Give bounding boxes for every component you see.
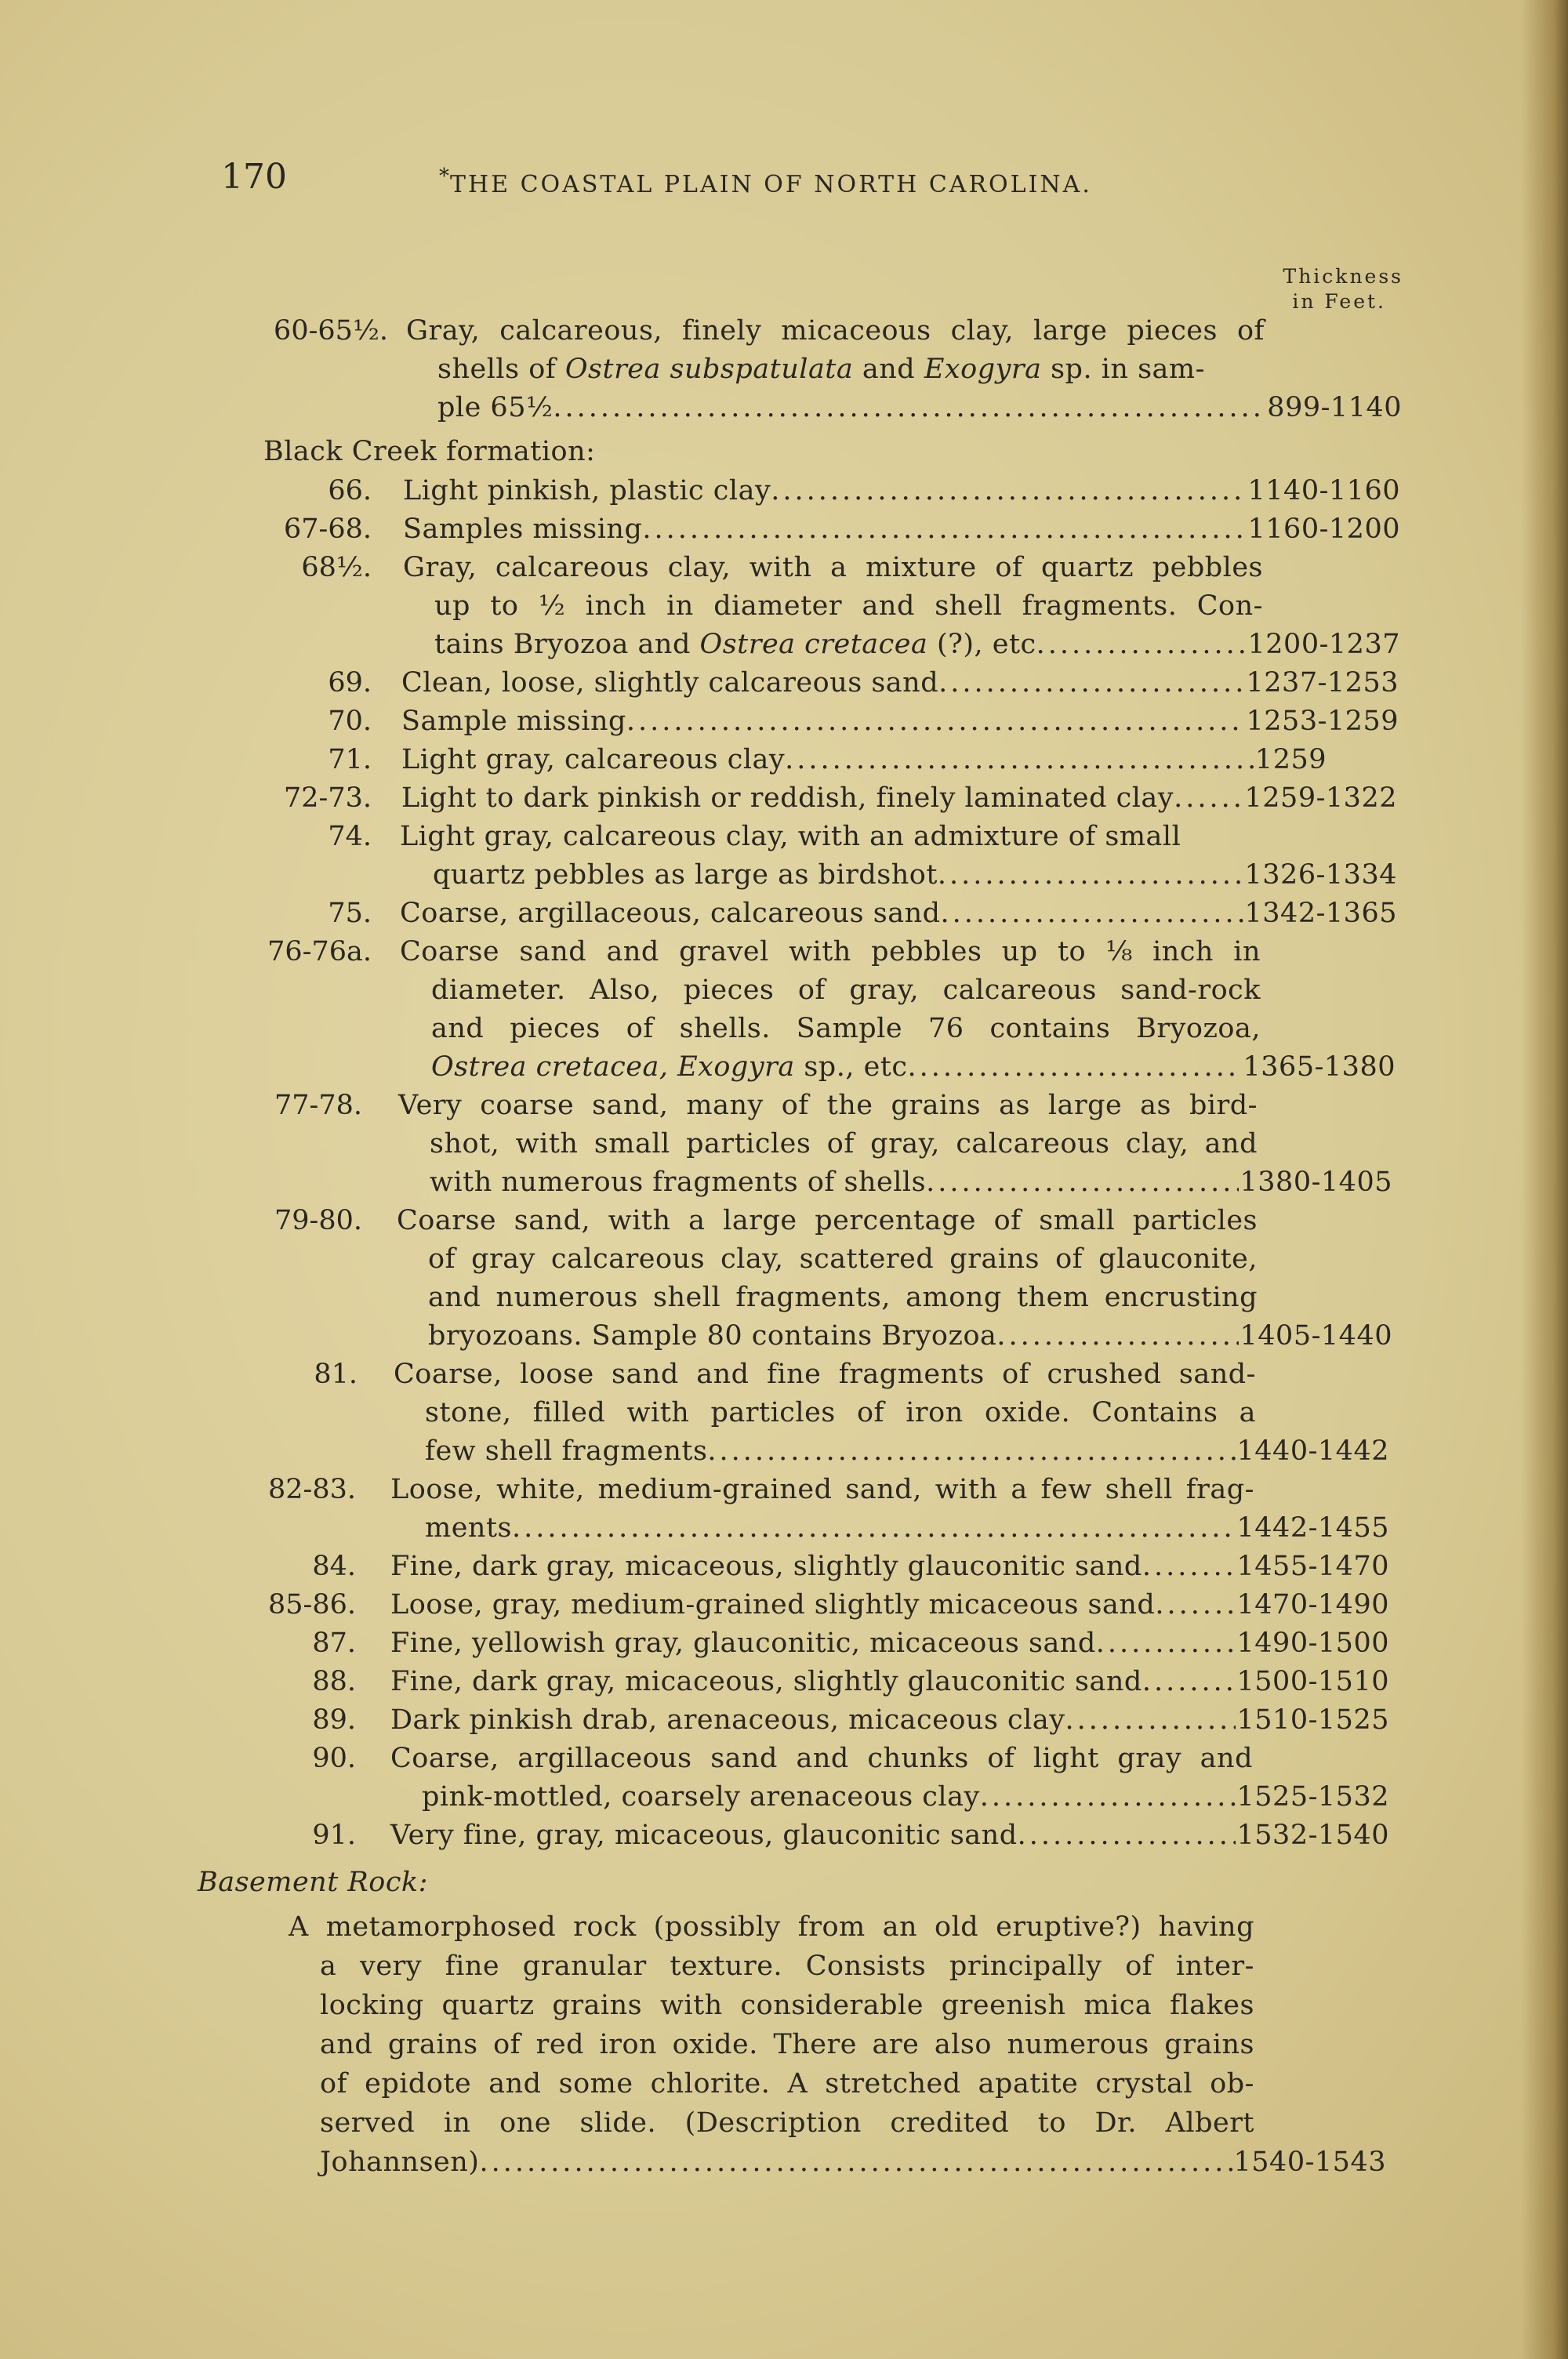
entry-text: Coarse sand and gravel with pebbles up to ⅛ inch in <box>400 936 1261 967</box>
entry-number: 91. <box>312 1820 356 1851</box>
entry-number: 77-78. <box>274 1090 362 1121</box>
entry-number: 84. <box>312 1551 356 1582</box>
entry-number: 68½. <box>301 552 372 583</box>
entry-leader-line: Fine, dark gray, micaceous, slightly glauconitic sand ..... 1455-1470 <box>390 1551 1389 1582</box>
entry-text: diameter. Also, pieces of gray, calcareous sand-rock <box>431 974 1261 1006</box>
entry-leader-line: Samples missing ..... 1160-1200 <box>403 514 1400 545</box>
entry-number: 60-65½. <box>274 315 388 347</box>
entry-text: Light gray, calcareous clay, with an admixture of small <box>400 821 1181 852</box>
basement-text: A metamorphosed rock (possibly from an old eruptive?) having <box>289 1911 1254 1943</box>
entry-leader-line: quartz pebbles as large as birdshot ..... 1326-1334 <box>433 859 1397 891</box>
basement-text: and grains of red iron oxide. There are also numerous grains <box>320 2029 1254 2060</box>
page-edge-shadow <box>1521 0 1568 2359</box>
entry-number: 69. <box>328 667 372 699</box>
entry-text: shot, with small particles of gray, calcareous clay, and <box>430 1128 1258 1160</box>
entry-leader-line: few shell fragments ..... 1440-1442 <box>425 1435 1389 1467</box>
entry-text: and numerous shell fragments, among them encrusting <box>428 1282 1258 1313</box>
column-header-line1: Thickness <box>1283 265 1403 288</box>
thickness-value: 1510-1525 <box>1236 1704 1389 1736</box>
entry-leader-line: with numerous fragments of shells ..... 1380-1405 <box>430 1167 1392 1198</box>
entry-number: 70. <box>328 706 372 737</box>
thickness-value: 1440-1442 <box>1236 1435 1389 1467</box>
thickness-value: 1365-1380 <box>1243 1051 1396 1083</box>
basement-text: locking quartz grains with considerable greenish mica flakes <box>320 1990 1254 2021</box>
entry-text: Coarse, argillaceous sand and chunks of light gray and <box>390 1743 1253 1774</box>
entry-text: stone, filled with particles of iron oxide. Contains a <box>425 1397 1256 1428</box>
entry-number: 72-73. <box>283 782 372 814</box>
thickness-value: 1405-1440 <box>1240 1320 1392 1352</box>
ornament-mark: * <box>439 165 449 188</box>
entry-text: of gray calcareous clay, scattered grains of glauconite, <box>428 1243 1258 1275</box>
entry-number: 75. <box>328 898 372 929</box>
entry-text: Very coarse sand, many of the grains as large as bird- <box>398 1090 1258 1121</box>
basement-text: a very fine granular texture. Consists principally of inter- <box>320 1951 1254 1982</box>
section-heading: Black Creek formation: <box>263 436 596 467</box>
entry-number: 82-83. <box>267 1474 356 1505</box>
thickness-value: 899-1140 <box>1267 392 1402 423</box>
entry-leader-line: Sample missing ..... 1253-1259 <box>401 706 1399 737</box>
page-number: 170 <box>221 157 287 197</box>
basement-text: served in one slide. (Description credited to Dr. Albert <box>320 2107 1254 2139</box>
thickness-value: 1490-1500 <box>1236 1628 1389 1659</box>
basement-text: of epidote and some chlorite. A stretched apatite crystal ob- <box>320 2068 1254 2100</box>
entry-leader-line: Light pinkish, plastic clay ..... 1140-1160 <box>403 475 1400 506</box>
thickness-value: 1259-1322 <box>1244 782 1397 814</box>
entry-text: up to ½ inch in diameter and shell fragments. Con- <box>434 590 1263 622</box>
entry-number: 66. <box>328 475 372 506</box>
thickness-value: 1455-1470 <box>1236 1551 1389 1582</box>
thickness-value: 1500-1510 <box>1236 1666 1389 1697</box>
entry-leader-line: Coarse, argillaceous, calcareous sand ..... 1342-1365 <box>400 898 1397 929</box>
thickness-value: 1380-1405 <box>1240 1167 1392 1198</box>
entry-number: 85-86. <box>267 1589 356 1620</box>
entry-number: 71. <box>328 744 372 775</box>
entry-number: 87. <box>312 1628 356 1659</box>
thickness-value: 1525-1532 <box>1236 1781 1389 1813</box>
entry-leader-line: bryozoans. Sample 80 contains Bryozoa ..... 1405-1440 <box>428 1320 1392 1352</box>
entry-text: and pieces of shells. Sample 76 contains Bryozoa, <box>431 1013 1261 1044</box>
entry-number: 79-80. <box>274 1205 362 1236</box>
column-header-line2: in Feet. <box>1292 290 1386 313</box>
entry-leader-line: Clean, loose, slightly calcareous sand ..... 1237-1253 <box>401 667 1399 699</box>
entry-leader-line: Johannsen) ..... 1540-1543 <box>320 2147 1386 2178</box>
section-heading: Basement Rock: <box>198 1867 428 1898</box>
entry-leader-line: pink-mottled, coarsely arenaceous clay ..... 1525-1532 <box>422 1781 1389 1813</box>
thickness-value: 1470-1490 <box>1236 1589 1389 1620</box>
entry-number: 88. <box>312 1666 356 1697</box>
entry-leader-line: ments ..... 1442-1455 <box>425 1512 1389 1544</box>
entry-text: Gray, calcareous, finely micaceous clay, large pieces of <box>406 315 1265 347</box>
entry-number: 89. <box>312 1704 356 1736</box>
entry-text: Gray, calcareous clay, with a mixture of quartz pebbles <box>403 552 1263 583</box>
entry-number: 67-68. <box>283 514 372 545</box>
thickness-value: 1253-1259 <box>1246 706 1399 737</box>
entry-number: 81. <box>314 1359 358 1390</box>
entry-leader-line: tains Bryozoa and Ostrea cretacea (?), etc ..... 1200-1237 <box>434 629 1400 660</box>
entry-number: 76-76a. <box>267 936 372 967</box>
entry-text: Coarse, loose sand and fine fragments of crushed sand- <box>394 1359 1256 1390</box>
entry-leader-line: Light to dark pinkish or reddish, finely laminated clay ..... 1259-1322 <box>401 782 1397 814</box>
entry-leader-line: Fine, dark gray, micaceous, slightly glauconitic sand ..... 1500-1510 <box>390 1666 1389 1697</box>
entry-leader-line: Very fine, gray, micaceous, glauconitic sand ..... 1532-1540 <box>390 1820 1389 1851</box>
entry-number: 90. <box>312 1743 356 1774</box>
thickness-value: 1140-1160 <box>1247 475 1400 506</box>
entry-leader-line: Loose, gray, medium-grained slightly micaceous sand ..... 1470-1490 <box>390 1589 1389 1620</box>
entry-text: Loose, white, medium-grained sand, with a few shell frag- <box>390 1474 1254 1505</box>
thickness-value: 1160-1200 <box>1247 514 1400 545</box>
thickness-value: 1442-1455 <box>1236 1512 1389 1544</box>
entry-leader-line: Fine, yellowish gray, glauconitic, micaceous sand ..... 1490-1500 <box>390 1628 1389 1659</box>
thickness-value: 1342-1365 <box>1244 898 1397 929</box>
thickness-value: 1540-1543 <box>1233 2147 1386 2178</box>
thickness-value: 1532-1540 <box>1236 1820 1389 1851</box>
entry-text: shells of Ostrea subspatulata and Exogyra sp. in sam- <box>437 354 1205 385</box>
entry-text: Coarse sand, with a large percentage of small particles <box>397 1205 1258 1236</box>
thickness-value: 1200-1237 <box>1247 629 1400 660</box>
entry-leader-line: ple 65½ ..... 899-1140 <box>437 392 1402 423</box>
running-head: THE COASTAL PLAIN OF NORTH CAROLINA. <box>450 171 1092 198</box>
thickness-value: 1237-1253 <box>1246 667 1399 699</box>
entry-leader-line: Dark pinkish drab, arenaceous, micaceous clay ..... 1510-1525 <box>390 1704 1389 1736</box>
thickness-value: 1326-1334 <box>1244 859 1397 891</box>
entry-number: 74. <box>328 821 372 852</box>
entry-leader-line: Ostrea cretacea, Exogyra sp., etc ..... 1365-1380 <box>431 1051 1396 1083</box>
entry-leader-line: Light gray, calcareous clay ..... 1259 <box>401 744 1327 775</box>
thickness-value: 1259 <box>1254 744 1327 775</box>
